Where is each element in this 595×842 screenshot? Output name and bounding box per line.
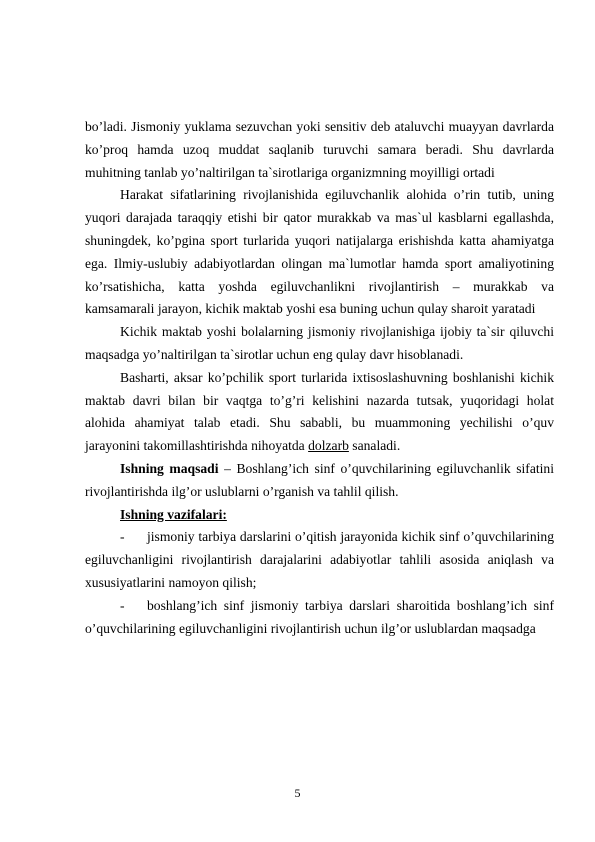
paragraph-specialization-end: sanaladi. — [348, 438, 401, 454]
dolzarb-link[interactable]: dolzarb — [308, 438, 349, 454]
dash-bullet-icon: - — [120, 597, 125, 613]
page-number: 5 — [294, 786, 301, 800]
goal-text: – Boshlang’ich sinf o’quvchilarining egiluvchanlik sifatini rivojlantirishda ilg’or uslublarni o’rganish va tahlil qilish. — [85, 460, 554, 499]
paragraph-continuation: bo’ladi. Jismoniy yuklama sezuvchan yoki sensitiv deb ataluvchi muayyan davrlarda ko’proq hamda uzoq muddat saqlanib turuvchi samara beradi. Shu davrlarda muhitning tanlab yo’naltirilgan ta`sirotlariga organizmning moyilligi ortadi — [85, 119, 554, 180]
paragraph-goal — [85, 458, 554, 504]
list-item — [85, 595, 554, 641]
list-item-text: jismoniy tarbiya darslarini o’qitish jarayonida kichik sinf o’quvchilarining egiluvchanligini rivojlantirish darajalarini adabiyotlar tahlili asosida aniqlash va xususiyatlarini namoyon qilish; — [85, 529, 554, 590]
paragraph-school-age: Kichik maktab yoshi bolalarning jismoniy rivojlanishiga ijobiy ta`sir qiluvchi maqsadga yo’naltirilgan ta`sirotlar uchun eng qulay davr hisoblanadi. — [85, 324, 554, 362]
paragraph-flexibility: Harakat sifatlarining rivojlanishida egiluvchanlik alohida o’rin tutib, uning yuqori darajada taraqqiy etishi bir qator murakkab va mas`ul kasblarni egallashda, shuningdek, ko’pgina sport turlarida yuqori natijalarga erishishda katta ahamiyatga ega. Ilmiy-uslubiy adabiyotlardan olingan ma`lumotlar hamda sport amaliyotining ko’rsatishicha, katta yoshda egiluvchanlikni rivojlantirish – murakkab va kamsamarali jarayon, kichik maktab yoshi esa buning uchun qulay sharoit yaratadi — [85, 187, 554, 317]
paragraph-specialization-text: Basharti, aksar ko’pchilik sport turlarida ixtisoslashuvning boshlanishi kichik maktab davri bilan bir vaqtga to’g’ri kelishini nazarda tutsak, yuqoridagi holat alohida ahamiyat talab etadi. Shu sababli, bu muammoning yechilishi o’quv jarayonini takomillashtirishda nihoyatda — [85, 369, 554, 454]
document-body — [85, 116, 554, 640]
paragraph-specialization — [85, 367, 554, 458]
tasks-heading: Ishning vazifalari: — [120, 506, 227, 522]
list-item-text: boshlang’ich sinf jismoniy tarbiya darslari sharoitida boshlang’ich sinf o’quvchilarining egiluvchanligini rivojlantirish uchun ilg’or uslublardan maqsadga — [85, 597, 554, 636]
dash-bullet-icon: - — [120, 529, 125, 545]
list-item — [85, 526, 554, 594]
goal-label: Ishning maqsadi — [120, 460, 219, 476]
tasks-heading-line — [85, 504, 554, 527]
